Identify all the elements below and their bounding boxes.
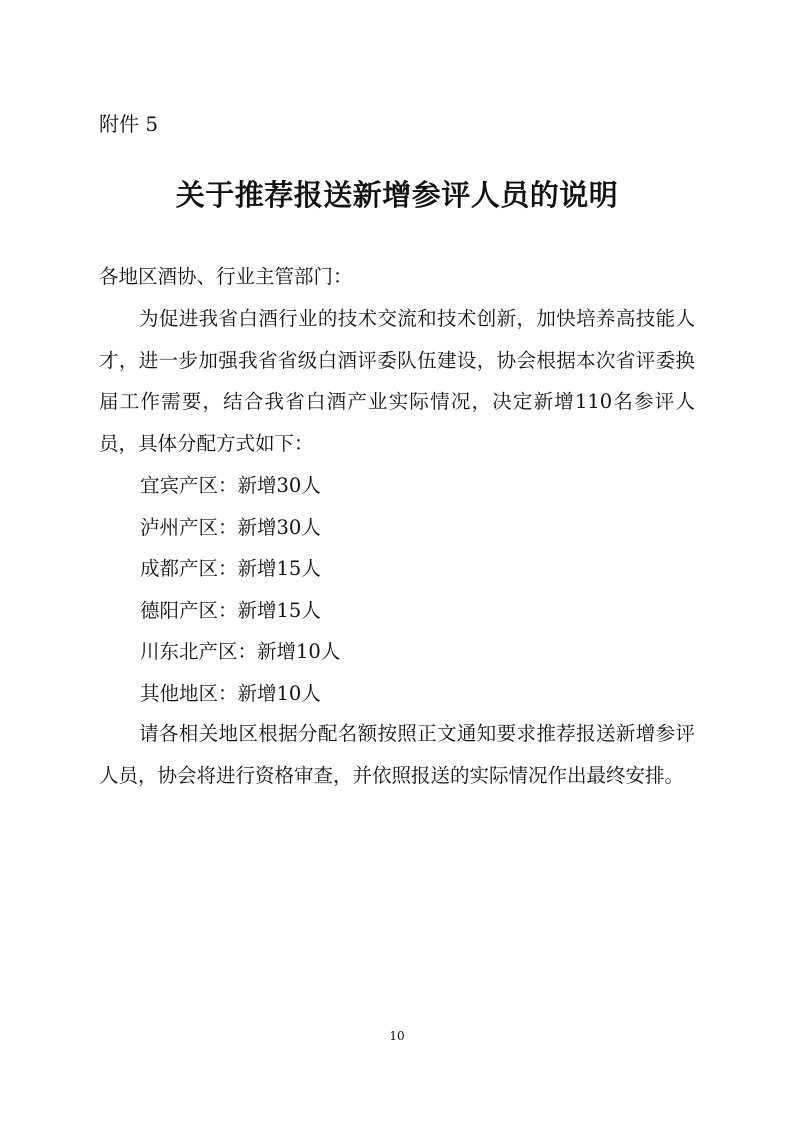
- allocation-item-yibin: 宜宾产区：新增30人: [140, 474, 321, 497]
- allocation-item-chengdu: 成都产区：新增15人: [140, 557, 321, 580]
- closing-paragraph: 请各相关地区根据分配名额按照正文通知要求推荐报送新增参评人员，协会将进行资格审查，并依照报送的实际情况作出最终安排。: [99, 722, 695, 787]
- salutation: 各地区酒协、行业主管部门：: [99, 265, 353, 288]
- page-number: 10: [389, 1029, 405, 1043]
- document-title: 关于推荐报送新增参评人员的说明: [175, 178, 619, 212]
- allocation-list: [140, 465, 340, 714]
- allocation-item-luzhou: 泸州产区：新增30人: [140, 515, 321, 539]
- intro-paragraph: 为促进我省白酒行业的技术交流和技术创新，加快培养高技能人才，进一步加强我省省级白酒评委队伍建设，协会根据本次省评委换届工作需要，结合我省白酒产业实际情况，决定新增110名参评人员，具体分配方式如下：: [99, 307, 695, 455]
- allocation-item-northeast-sichuan: 川东北产区：新增10人: [140, 640, 341, 663]
- allocation-item-other: 其他地区：新增10人: [140, 681, 321, 705]
- attachment-label: 附件 5: [99, 112, 159, 136]
- allocation-item-deyang: 德阳产区：新增15人: [140, 598, 321, 622]
